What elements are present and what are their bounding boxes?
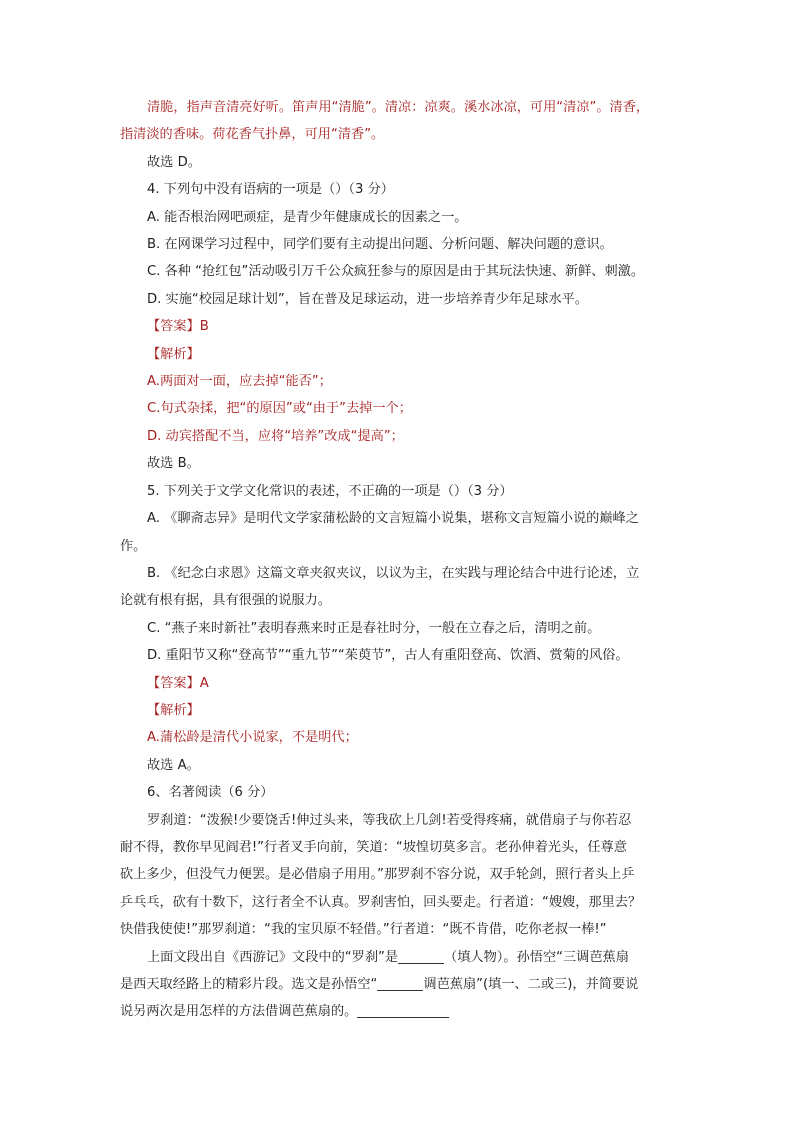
question-4-option-c: C. 各种 “抢红包”活动吸引万千公众疯狂参与的原因是由于其玩法快速、新鲜、刺激。 — [147, 264, 645, 280]
passage-line: 快借我使使!”那罗刹道：“我的宝贝原不轻借。”行者道：“既不肯借，吃你老叔一棒!” — [120, 922, 607, 938]
question-4-option-a: A. 能否根治网吧顽症，是青少年健康成长的因素之一。 — [147, 209, 468, 225]
explanation-line: 清脆，指声音清亮好听。笛声用“清脆”。清凉：凉爽。溪水冰凉，可用“清凉”。清香， — [147, 100, 650, 115]
analysis-label: 【解析】 — [147, 702, 200, 718]
answer-label: 【答案】 — [147, 675, 200, 691]
passage-line: 耐不得，教你早见阎君!”行者叉手向前，笑道：“坡惶切莫多言。老孙伸着光头，任尊意 — [120, 839, 627, 855]
prompt-text: 调芭蕉扇”(填一、二或三)，并简要说 — [423, 977, 639, 992]
question-5-stem: 5. 下列关于文学文化常识的表述，不正确的一项是（）（3 分） — [147, 483, 513, 499]
question-5-option-a: A. 《聊斋志异》是明代文学家蒲松龄的文言短篇小说集，堪称文言短篇小说的巅峰之 — [147, 511, 639, 527]
fill-blank-character[interactable] — [398, 947, 444, 964]
answer-value: A — [199, 675, 209, 691]
conclusion-text: 故选 A。 — [147, 757, 200, 773]
fill-blank-answer[interactable] — [357, 1001, 449, 1018]
prompt-text: 说另两次是用怎样的方法借调芭蕉扇的。 — [120, 1004, 358, 1020]
prompt-text: 是西天取经路上的精彩片段。选文是孙悟空“ — [120, 977, 378, 992]
analysis-line: C.句式杂揉，把“的原因”或“由于”去掉一个； — [147, 401, 412, 417]
analysis-line: A.两面对一面，应去掉“能否”； — [147, 374, 332, 390]
passage-line: 砍上多少，但没气力便罢。是必借扇子用用。”那罗刹不容分说，双手轮剑，照行者头上乒 — [120, 867, 635, 883]
question-6-prompt — [120, 998, 676, 1025]
conclusion-text: 故选 D。 — [147, 154, 201, 170]
answer-value: B — [199, 319, 209, 335]
question-6-prompt — [120, 971, 676, 998]
analysis-line: D. 动宾搭配不当，应将“培养”改成“提高”； — [147, 428, 404, 444]
analysis-line: A.蒲松龄是清代小说家，不是明代； — [147, 730, 358, 746]
question-5-option-c: C. “燕子来时新社”表明春燕来时正是春社时分，一般在立春之后，清明之前。 — [147, 620, 601, 636]
question-5-answer — [120, 670, 676, 697]
question-6-prompt — [120, 944, 676, 971]
question-5-option-b-cont: 论就有根有据，具有很强的说服力。 — [120, 593, 331, 609]
prompt-text: （填人物）。孙悟空“三调芭蕉扇 — [444, 949, 629, 965]
answer-label: 【答案】 — [147, 319, 200, 335]
document-body — [120, 94, 676, 1026]
passage-line: 罗刹道：“泼猴!少要饶舌!伸过头来，等我砍上几剑!若受得疼痛，就借扇子与你若忍 — [147, 812, 632, 828]
question-4-answer — [120, 313, 676, 340]
question-6-stem: 6、名著阅读（6 分） — [147, 785, 274, 801]
explanation-line: 指清淡的香味。荷花香气扑鼻，可用“清香”。 — [120, 127, 385, 143]
question-4-stem: 4. 下列句中没有语病的一项是（）（3 分） — [147, 182, 394, 198]
fill-blank-number[interactable] — [377, 974, 423, 991]
question-4-option-b: B. 在网课学习过程中，同学们要有主动提出问题、分析问题、解决问题的意识。 — [147, 237, 613, 253]
conclusion-text: 故选 B。 — [147, 456, 200, 472]
question-5-option-a-cont: 作。 — [120, 538, 147, 554]
analysis-label: 【解析】 — [147, 346, 200, 362]
prompt-text: 上面文段出自《西游记》文段中的“罗刹”是 — [147, 949, 399, 965]
question-5-option-d: D. 重阳节又称“登高节”“重九节”“茱萸节”，古人有重阳登高、饮酒、赏菊的风俗。 — [147, 648, 629, 664]
question-5-option-b: B. 《纪念白求恩》这篇文章夹叙夹议，以议为主，在实践与理论结合中进行论述，立 — [147, 565, 640, 581]
passage-line: 乒乓乓，砍有十数下，这行者全不认真。罗刹害怕，回头要走。行者道：“嫂嫂，那里去？ — [120, 894, 642, 910]
question-4-option-d: D. 实施“校园足球计划”，旨在普及足球运动，进一步培养青少年足球水平。 — [147, 291, 589, 307]
